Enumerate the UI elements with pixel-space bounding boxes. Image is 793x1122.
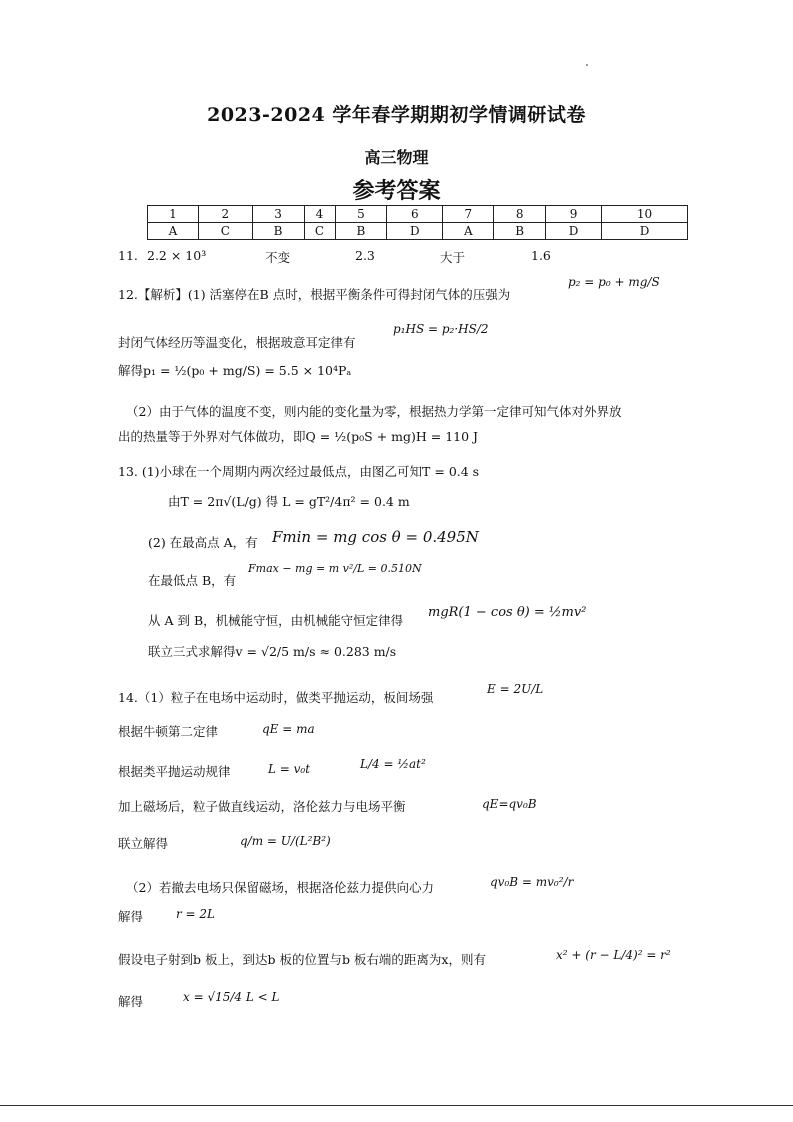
q14-line3-eq2: L/4 = ½at² <box>360 757 426 771</box>
q14-line7-text: 解得 <box>118 909 144 924</box>
q14-line2-text: 根据牛顿第二定律 <box>118 724 219 739</box>
table-cell: 8 <box>494 206 546 223</box>
table-cell: 3 <box>252 206 304 223</box>
q11-answer-2: 不变 <box>265 250 291 265</box>
q11-answer-4: 大于 <box>440 250 466 265</box>
answers-heading: 参考答案 <box>352 178 441 204</box>
q13-line4-eq: Fmax − mg = m v²/L = 0.510N <box>248 562 422 575</box>
table-cell: 5 <box>335 206 387 223</box>
q13-line2: 由T = 2π√(L/g) 得 L = gT²/4π² = 0.4 m <box>168 494 410 509</box>
q11-answer-1: 2.2 × 10³ <box>147 248 207 263</box>
table-cell: B <box>494 223 546 240</box>
q12-eq2: p₁HS = p₂·HS/2 <box>393 322 489 336</box>
q14-line5-eq: q/m = U/(L²B²) <box>240 834 331 848</box>
table-cell: A <box>443 223 494 240</box>
q13-line6: 联立三式求解得v = √2/5 m/s ≈ 0.283 m/s <box>148 644 397 659</box>
q14-line8-eq: x² + (r − L/4)² = r² <box>556 948 671 962</box>
table-cell: D <box>546 223 602 240</box>
q13-line1: 13. (1)小球在一个周期内两次经过最低点，由图乙可知T = 0.4 s <box>118 464 480 479</box>
table-cell: C <box>304 223 335 240</box>
q13-line3-eq: Fmin = mg cos θ = 0.495N <box>272 528 479 546</box>
table-cell: 2 <box>198 206 252 223</box>
table-cell: A <box>148 223 199 240</box>
answer-table-answers-row <box>148 223 688 240</box>
table-cell: 6 <box>387 206 443 223</box>
q13-line4-text: 在最低点 B，有 <box>148 573 237 588</box>
table-cell: D <box>387 223 443 240</box>
answer-table <box>147 205 688 240</box>
subject-title: 高三物理 <box>364 148 429 167</box>
q14-line4-text: 加上磁场后，粒子做直线运动，洛伦兹力与电场平衡 <box>118 799 406 814</box>
scan-dot <box>586 64 588 66</box>
table-cell: B <box>252 223 304 240</box>
q13-line3-text: (2) 在最高点 A，有 <box>148 535 258 550</box>
exam-title: 2023-2024 学年春学期期初学情调研试卷 <box>207 104 586 126</box>
table-cell: 7 <box>443 206 494 223</box>
q14-line7-eq: r = 2L <box>176 907 216 921</box>
q14-line6-eq: qv₀B = mv₀²/r <box>490 875 574 889</box>
q12-line2: 封闭气体经历等温变化，根据玻意耳定律有 <box>118 335 356 350</box>
q14-line1-eq: E = 2U/L <box>487 682 544 696</box>
page-divider <box>0 1105 793 1106</box>
q14-line6-text: （2）若撤去电场只保留磁场，根据洛伦兹力提供向心力 <box>126 880 434 895</box>
q14-line9-text: 解得 <box>118 994 144 1009</box>
q11-answer-3: 2.3 <box>355 248 375 263</box>
table-cell: 10 <box>602 206 688 223</box>
answer-table-numbers-row <box>148 206 688 223</box>
q11-label: 11. <box>118 248 138 263</box>
q14-line1-text: 14.（1）粒子在电场中运动时，做类平抛运动，板间场强 <box>118 690 434 705</box>
q12-line1: 12.【解析】(1) 活塞停在B 点时，根据平衡条件可得封闭气体的压强为 <box>118 287 511 302</box>
table-cell: 4 <box>304 206 335 223</box>
table-cell: D <box>602 223 688 240</box>
table-cell: B <box>335 223 387 240</box>
q14-line2-eq: qE = ma <box>262 722 315 736</box>
table-cell: 9 <box>546 206 602 223</box>
q14-line8-text: 假设电子射到b 板上，到达b 板的位置与b 板右端的距离为x，则有 <box>118 952 486 967</box>
q12-eq1: p₂ = p₀ + mg/S <box>568 275 660 289</box>
q13-line5-text: 从 A 到 B，机械能守恒，由机械能守恒定律得 <box>148 613 404 628</box>
table-cell: 1 <box>148 206 199 223</box>
q14-line3-text: 根据类平抛运动规律 <box>118 764 231 779</box>
q13-line5-eq: mgR(1 − cos θ) = ½mv² <box>428 605 587 620</box>
q11-answer-5: 1.6 <box>531 248 551 263</box>
q14-line4-eq: qE=qv₀B <box>482 797 537 811</box>
q12-line3: 解得p₁ = ½(p₀ + mg/S) = 5.5 × 10⁴Pₐ <box>118 363 352 378</box>
table-cell: C <box>198 223 252 240</box>
q14-line3-eq1: L = v₀t <box>268 762 311 776</box>
q14-line9-eq: x = √15/4 L < L <box>183 990 280 1004</box>
q12-line5: 出的热量等于外界对气体做功，即Q = ½(p₀S + mg)H = 110 J <box>118 429 479 444</box>
q12-line4: （2）由于气体的温度不变，则内能的变化量为零，根据热力学第一定律可知气体对外界放 <box>126 404 622 419</box>
q14-line5-text: 联立解得 <box>118 836 169 851</box>
